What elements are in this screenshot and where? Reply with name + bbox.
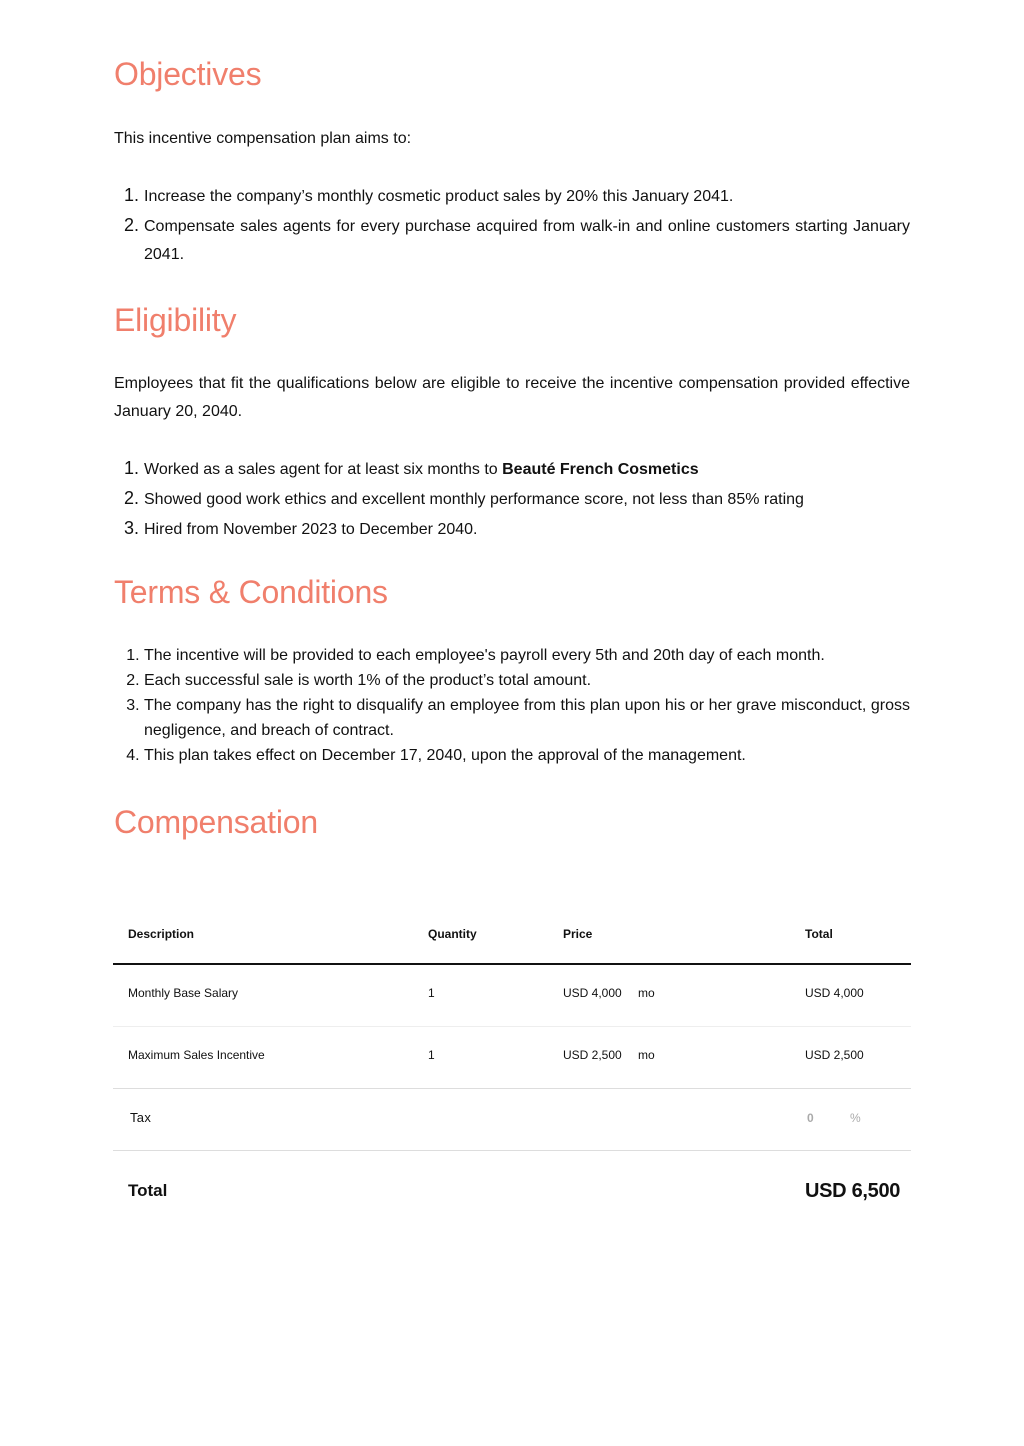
eligibility-intro: Employees that fit the qualifications below are eligible to receive the incentive compensation provided effective January 20, 2040. xyxy=(114,375,910,420)
row-total: USD 4,000 xyxy=(805,986,864,1000)
total-value: USD 6,500 xyxy=(805,1180,901,1202)
total-row xyxy=(113,1151,911,1231)
tax-unit: % xyxy=(850,1111,861,1125)
terms-list xyxy=(114,643,910,768)
row-unit: mo xyxy=(638,986,655,1000)
compensation-table xyxy=(113,905,911,1231)
row-quantity: 1 xyxy=(428,1048,435,1062)
column-header-price: Price xyxy=(563,927,593,941)
list-item: 3. The company has the right to disqualify an employee from this plan upon his or her grave misconduct, gross negligence, and breach of contract. xyxy=(144,693,910,743)
list-item: 1. The incentive will be provided to each employee's payroll every 5th and 20th day of each month. xyxy=(144,643,910,668)
list-item: 3. Hired from November 2023 to December 2040. xyxy=(144,514,910,544)
list-item: 1. Increase the company’s monthly cosmetic product sales by 20% this January 2041. xyxy=(144,181,910,211)
total-label: Total xyxy=(128,1181,168,1200)
list-item: 2. Each successful sale is worth 1% of the product’s total amount. xyxy=(144,668,910,693)
table-header-row xyxy=(113,905,911,965)
terms-heading: Terms & Conditions xyxy=(114,574,388,610)
row-unit: mo xyxy=(638,1048,655,1062)
eligibility-list xyxy=(114,454,910,544)
list-item: 4. This plan takes effect on December 17, 2040, upon the approval of the management. xyxy=(144,743,910,768)
column-header-description: Description xyxy=(128,927,195,941)
list-item: 2. Compensate sales agents for every purchase acquired from walk-in and online customers starting January 2041. xyxy=(144,211,910,269)
list-item: 2. Showed good work ethics and excellent monthly performance score, not less than 85% rating xyxy=(144,484,910,514)
column-header-quantity: Quantity xyxy=(428,927,477,941)
row-price: USD 4,000 xyxy=(563,986,622,1000)
objectives-heading: Objectives xyxy=(114,56,262,92)
list-item-text: Worked as a sales agent for at least six months to xyxy=(144,461,503,478)
tax-row xyxy=(113,1089,911,1151)
tax-label: Tax xyxy=(130,1110,152,1125)
eligibility-heading: Eligibility xyxy=(114,302,237,338)
row-description: Monthly Base Salary xyxy=(128,986,239,1000)
table-row xyxy=(113,1027,911,1089)
list-item xyxy=(144,454,910,484)
objectives-list xyxy=(114,181,910,269)
table-row xyxy=(113,965,911,1027)
tax-value: 0 xyxy=(807,1111,814,1125)
row-total: USD 2,500 xyxy=(805,1048,864,1062)
row-quantity: 1 xyxy=(428,986,435,1000)
company-name: Beauté French Cosmetics xyxy=(502,461,699,478)
column-header-total: Total xyxy=(805,927,833,941)
compensation-heading: Compensation xyxy=(114,804,318,840)
row-description: Maximum Sales Incentive xyxy=(128,1048,265,1062)
row-price: USD 2,500 xyxy=(563,1048,622,1062)
objectives-intro: This incentive compensation plan aims to: xyxy=(114,130,412,147)
